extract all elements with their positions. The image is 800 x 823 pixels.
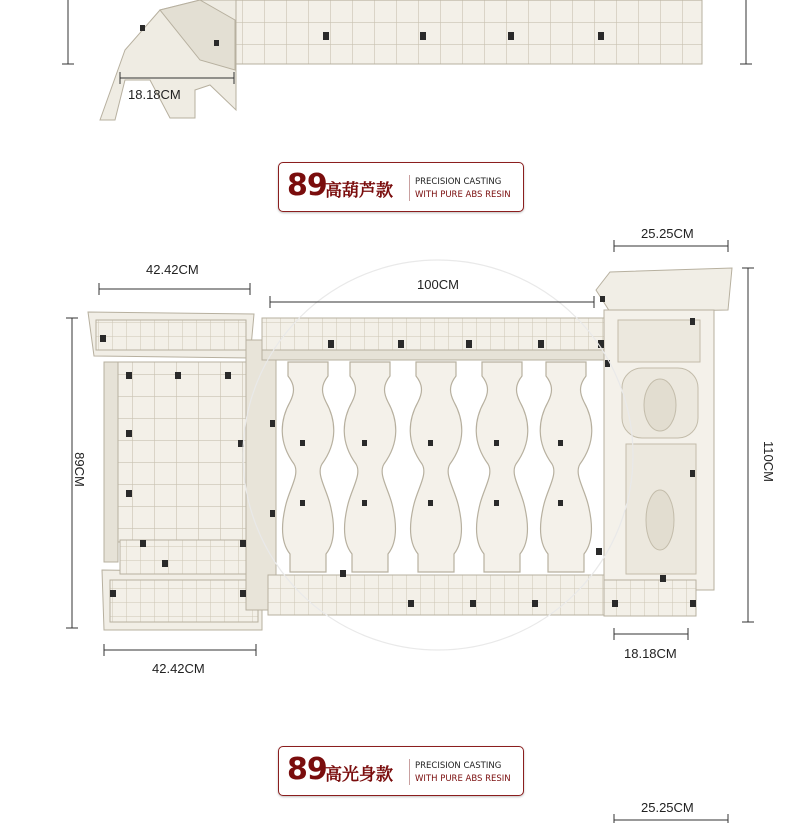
badge-title: 高葫芦款 xyxy=(325,181,393,201)
dim-right-bottom-label: 18.18CM xyxy=(624,646,677,661)
badge-line-2: WITH PURE ABS RESIN xyxy=(415,190,511,200)
badge-line-1: PRECISION CASTING xyxy=(415,761,502,771)
dim-left-vertical-label: 89CM xyxy=(71,452,87,487)
badge-line-1: PRECISION CASTING xyxy=(415,177,502,187)
badge-number: 89 xyxy=(287,752,327,787)
dim-right-vertical-label: 110CM xyxy=(760,441,776,482)
top-dim-width-label: 18.18CM xyxy=(128,87,181,102)
badge-line-2: WITH PURE ABS RESIN xyxy=(415,774,511,784)
dim-right-top-label-2: 25.25CM xyxy=(641,800,694,815)
badge-separator xyxy=(409,175,410,201)
badge-title: 高光身款 xyxy=(325,765,393,785)
badge-separator xyxy=(409,759,410,785)
dim-right-top-label: 25.25CM xyxy=(641,226,694,241)
dim-left-bottom-label: 42.42CM xyxy=(152,661,205,676)
dim-left-top-label: 42.42CM xyxy=(146,262,199,277)
dim-middle-top-label: 100CM xyxy=(417,277,459,292)
top-mold xyxy=(100,0,702,120)
badge-number: 89 xyxy=(287,168,327,203)
product-title-badge xyxy=(278,162,524,212)
product-title-badge-2 xyxy=(278,746,524,796)
balustrade-mold xyxy=(88,268,732,630)
